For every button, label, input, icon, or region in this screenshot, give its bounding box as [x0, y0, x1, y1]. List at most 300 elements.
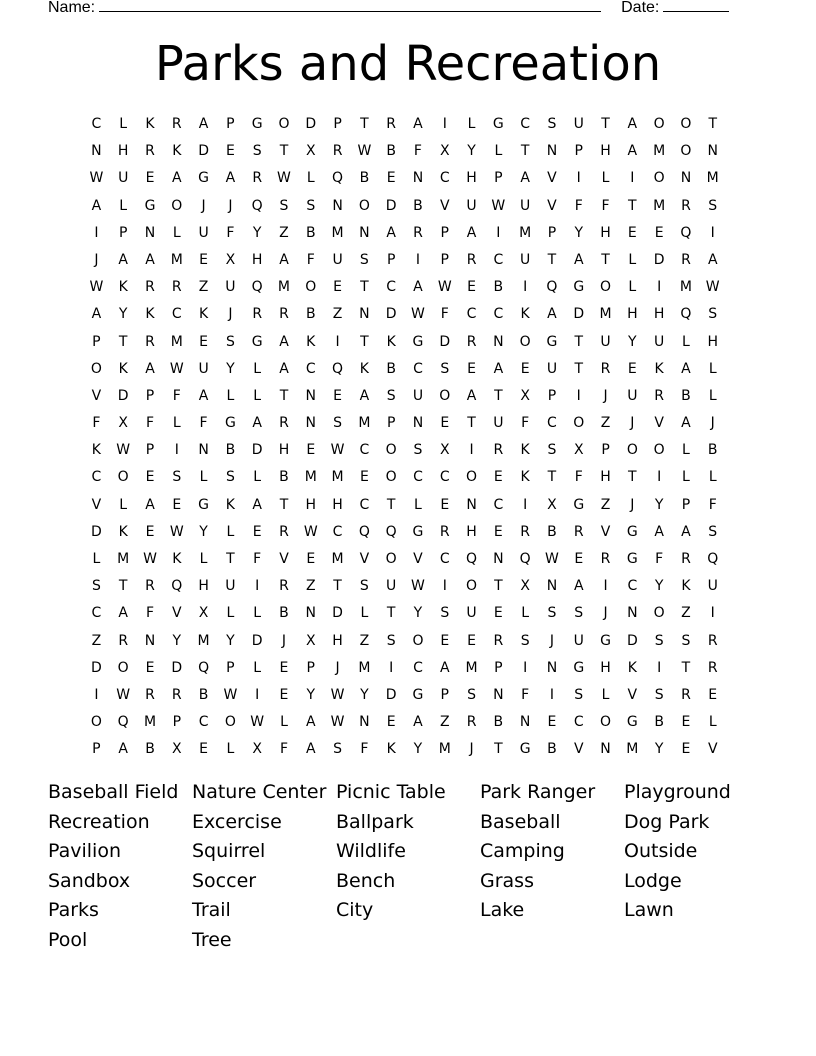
grid-letter[interactable]: P: [145, 442, 155, 459]
grid-letter[interactable]: G: [492, 116, 504, 132]
grid-letter[interactable]: O: [385, 442, 397, 459]
grid-letter[interactable]: H: [466, 523, 477, 540]
grid-letter[interactable]: H: [627, 306, 638, 323]
grid-letter[interactable]: D: [573, 306, 585, 323]
grid-letter[interactable]: E: [306, 551, 316, 567]
grid-letter[interactable]: T: [494, 741, 503, 758]
grid-letter[interactable]: P: [226, 659, 235, 676]
grid-letter[interactable]: R: [573, 523, 584, 540]
grid-letter[interactable]: L: [253, 387, 262, 404]
grid-letter[interactable]: I: [496, 224, 501, 241]
grid-letter[interactable]: S: [654, 632, 664, 649]
grid-letter[interactable]: E: [279, 659, 289, 676]
grid-letter[interactable]: R: [413, 224, 423, 241]
grid-letter[interactable]: C: [413, 360, 423, 377]
grid-letter[interactable]: K: [386, 741, 396, 758]
grid-letter[interactable]: R: [520, 523, 531, 540]
grid-letter[interactable]: K: [654, 360, 664, 377]
grid-letter[interactable]: R: [439, 523, 450, 540]
grid-letter[interactable]: X: [520, 387, 530, 404]
grid-letter[interactable]: S: [574, 605, 584, 622]
grid-letter[interactable]: F: [172, 387, 181, 404]
grid-letter[interactable]: J: [469, 741, 474, 758]
grid-letter[interactable]: E: [520, 360, 530, 377]
grid-letter[interactable]: L: [119, 116, 128, 132]
grid-letter[interactable]: B: [413, 197, 423, 214]
grid-letter[interactable]: N: [493, 333, 504, 350]
grid-letter[interactable]: W: [223, 686, 238, 703]
grid-letter[interactable]: V: [91, 387, 102, 404]
grid-letter[interactable]: I: [657, 469, 662, 486]
grid-letter[interactable]: A: [413, 279, 423, 296]
grid-letter[interactable]: Y: [413, 605, 423, 622]
grid-letter[interactable]: R: [145, 333, 155, 350]
grid-letter[interactable]: X: [520, 578, 530, 595]
grid-letter[interactable]: D: [171, 659, 183, 676]
grid-letter[interactable]: W: [116, 686, 131, 703]
grid-letter[interactable]: F: [279, 741, 288, 758]
grid-letter[interactable]: A: [279, 333, 289, 350]
grid-letter[interactable]: O: [653, 605, 665, 622]
grid-letter[interactable]: I: [469, 442, 474, 459]
grid-letter[interactable]: Y: [654, 741, 664, 758]
grid-letter[interactable]: H: [600, 659, 611, 676]
grid-letter[interactable]: J: [228, 197, 233, 214]
grid-letter[interactable]: B: [305, 224, 316, 241]
grid-letter[interactable]: Q: [466, 551, 478, 567]
grid-letter[interactable]: F: [145, 415, 155, 432]
grid-letter[interactable]: N: [412, 170, 424, 187]
grid-letter[interactable]: N: [546, 659, 558, 676]
grid-letter[interactable]: W: [411, 306, 425, 323]
grid-letter[interactable]: A: [573, 251, 584, 268]
grid-letter[interactable]: Z: [600, 415, 611, 432]
grid-letter[interactable]: A: [627, 116, 638, 132]
grid-letter[interactable]: B: [359, 170, 370, 187]
grid-letter[interactable]: T: [360, 279, 369, 296]
grid-letter[interactable]: Y: [574, 224, 584, 241]
grid-letter[interactable]: O: [653, 170, 665, 187]
grid-letter[interactable]: N: [332, 197, 343, 214]
grid-letter[interactable]: N: [305, 605, 317, 622]
grid-letter[interactable]: R: [707, 632, 718, 649]
grid-letter[interactable]: Q: [198, 659, 210, 676]
grid-letter[interactable]: S: [708, 306, 718, 323]
grid-letter[interactable]: E: [467, 279, 476, 296]
grid-letter[interactable]: T: [333, 578, 342, 595]
grid-letter[interactable]: G: [573, 279, 585, 296]
grid-letter[interactable]: O: [653, 442, 665, 459]
grid-letter[interactable]: A: [252, 496, 262, 513]
grid-letter[interactable]: L: [628, 251, 637, 268]
grid-letter[interactable]: C: [439, 551, 450, 567]
grid-letter[interactable]: V: [573, 741, 584, 758]
grid-letter[interactable]: B: [386, 143, 396, 160]
grid-letter[interactable]: N: [91, 143, 102, 160]
grid-letter[interactable]: U: [520, 251, 531, 268]
grid-letter[interactable]: T: [547, 251, 557, 268]
grid-letter[interactable]: I: [603, 578, 608, 595]
grid-letter[interactable]: I: [415, 251, 421, 268]
grid-letter[interactable]: G: [198, 170, 210, 187]
grid-letter[interactable]: Z: [279, 224, 289, 241]
grid-letter[interactable]: E: [306, 442, 316, 459]
grid-letter[interactable]: F: [92, 415, 101, 432]
grid-letter[interactable]: U: [198, 224, 209, 241]
grid-letter[interactable]: O: [278, 116, 290, 132]
grid-letter[interactable]: S: [386, 387, 396, 404]
grid-letter[interactable]: E: [708, 686, 718, 703]
grid-letter[interactable]: I: [523, 659, 528, 676]
grid-letter[interactable]: M: [626, 741, 639, 758]
grid-letter[interactable]: T: [360, 333, 369, 350]
grid-letter[interactable]: A: [573, 578, 584, 595]
grid-letter[interactable]: P: [306, 659, 315, 676]
grid-letter[interactable]: U: [573, 116, 584, 132]
grid-letter[interactable]: C: [305, 360, 316, 377]
grid-letter[interactable]: N: [359, 224, 370, 241]
grid-letter[interactable]: Q: [332, 170, 344, 187]
grid-letter[interactable]: T: [386, 496, 396, 513]
grid-letter[interactable]: Y: [118, 306, 128, 323]
grid-letter[interactable]: S: [252, 143, 262, 160]
grid-letter[interactable]: E: [145, 469, 155, 486]
grid-letter[interactable]: W: [303, 523, 318, 540]
grid-letter[interactable]: M: [331, 469, 344, 486]
grid-letter[interactable]: T: [118, 578, 128, 595]
grid-letter[interactable]: I: [442, 578, 447, 595]
grid-letter[interactable]: L: [414, 496, 422, 513]
grid-letter[interactable]: C: [439, 170, 450, 187]
grid-letter[interactable]: M: [331, 224, 344, 241]
grid-letter[interactable]: N: [359, 714, 370, 731]
grid-letter[interactable]: L: [601, 686, 610, 703]
grid-letter[interactable]: K: [118, 360, 128, 377]
grid-letter[interactable]: O: [385, 551, 397, 567]
grid-letter[interactable]: G: [198, 496, 210, 513]
grid-letter[interactable]: L: [280, 714, 288, 731]
grid-letter[interactable]: R: [707, 659, 718, 676]
grid-letter[interactable]: M: [465, 659, 478, 676]
grid-letter[interactable]: W: [330, 714, 345, 731]
grid-letter[interactable]: M: [197, 632, 210, 649]
grid-letter[interactable]: B: [654, 714, 664, 731]
grid-letter[interactable]: C: [413, 659, 423, 676]
grid-letter[interactable]: Q: [385, 523, 397, 540]
grid-letter[interactable]: W: [143, 551, 157, 567]
grid-letter[interactable]: Z: [305, 578, 316, 595]
grid-letter[interactable]: V: [707, 741, 718, 758]
grid-letter[interactable]: X: [305, 143, 316, 160]
grid-letter[interactable]: F: [226, 224, 235, 241]
grid-letter[interactable]: M: [599, 306, 612, 323]
grid-letter[interactable]: D: [385, 197, 397, 214]
grid-letter[interactable]: A: [305, 741, 316, 758]
grid-letter[interactable]: W: [491, 197, 506, 214]
grid-letter[interactable]: Q: [519, 551, 531, 567]
grid-letter[interactable]: T: [574, 360, 584, 377]
grid-letter[interactable]: E: [386, 714, 396, 731]
grid-letter[interactable]: E: [199, 741, 209, 758]
grid-letter[interactable]: A: [439, 659, 450, 676]
grid-letter[interactable]: M: [706, 170, 719, 187]
grid-letter[interactable]: U: [412, 387, 424, 404]
grid-letter[interactable]: G: [626, 551, 638, 567]
grid-letter[interactable]: R: [252, 170, 263, 187]
grid-letter[interactable]: W: [277, 170, 291, 187]
grid-letter[interactable]: U: [386, 578, 397, 595]
grid-letter[interactable]: T: [547, 469, 557, 486]
grid-letter[interactable]: E: [145, 523, 155, 540]
grid-letter[interactable]: B: [279, 469, 289, 486]
grid-letter[interactable]: U: [466, 197, 477, 214]
grid-letter[interactable]: K: [145, 306, 155, 323]
grid-letter[interactable]: T: [386, 605, 396, 622]
grid-letter[interactable]: Y: [654, 578, 664, 595]
grid-letter[interactable]: A: [198, 116, 209, 132]
grid-letter[interactable]: T: [601, 251, 610, 268]
grid-letter[interactable]: I: [255, 578, 260, 595]
grid-letter[interactable]: A: [627, 143, 638, 160]
grid-letter[interactable]: R: [466, 714, 477, 731]
grid-letter[interactable]: R: [279, 306, 289, 323]
grid-letter[interactable]: F: [145, 605, 155, 622]
grid-letter[interactable]: N: [627, 605, 638, 622]
grid-letter[interactable]: Y: [226, 360, 235, 377]
grid-letter[interactable]: P: [601, 442, 610, 459]
grid-letter[interactable]: T: [520, 143, 530, 160]
grid-letter[interactable]: M: [358, 659, 371, 676]
grid-letter[interactable]: T: [279, 496, 289, 513]
grid-letter[interactable]: B: [493, 279, 504, 296]
grid-letter[interactable]: P: [494, 659, 503, 676]
grid-letter[interactable]: G: [144, 197, 156, 214]
grid-letter[interactable]: U: [118, 170, 129, 187]
grid-letter[interactable]: R: [466, 251, 477, 268]
grid-letter[interactable]: A: [91, 197, 102, 214]
grid-letter[interactable]: P: [547, 224, 557, 241]
grid-letter[interactable]: R: [493, 632, 504, 649]
grid-letter[interactable]: K: [627, 659, 637, 676]
grid-letter[interactable]: H: [332, 632, 343, 649]
grid-letter[interactable]: C: [547, 415, 557, 432]
grid-letter[interactable]: B: [198, 686, 209, 703]
grid-letter[interactable]: I: [657, 279, 662, 296]
grid-letter[interactable]: P: [386, 251, 396, 268]
grid-letter[interactable]: A: [305, 714, 316, 731]
grid-letter[interactable]: Y: [467, 143, 476, 160]
grid-letter[interactable]: I: [335, 333, 340, 350]
grid-letter[interactable]: T: [628, 469, 637, 486]
grid-letter[interactable]: L: [708, 469, 717, 486]
grid-letter[interactable]: D: [385, 306, 397, 323]
grid-letter[interactable]: E: [199, 333, 209, 350]
grid-letter[interactable]: I: [549, 686, 555, 703]
grid-letter[interactable]: V: [91, 496, 102, 513]
grid-letter[interactable]: C: [386, 279, 397, 296]
grid-letter[interactable]: S: [547, 442, 557, 459]
grid-letter[interactable]: T: [118, 333, 128, 350]
grid-letter[interactable]: S: [547, 605, 557, 622]
grid-letter[interactable]: E: [279, 686, 289, 703]
grid-letter[interactable]: A: [91, 306, 102, 323]
grid-letter[interactable]: M: [117, 551, 130, 567]
grid-letter[interactable]: F: [306, 251, 315, 268]
grid-letter[interactable]: A: [466, 224, 477, 241]
grid-letter[interactable]: C: [91, 116, 102, 132]
grid-letter[interactable]: T: [494, 387, 503, 404]
grid-letter[interactable]: J: [281, 632, 287, 649]
grid-letter[interactable]: I: [657, 659, 662, 676]
grid-letter[interactable]: T: [574, 333, 584, 350]
grid-letter[interactable]: H: [600, 469, 611, 486]
grid-letter[interactable]: P: [226, 116, 235, 132]
grid-letter[interactable]: U: [627, 387, 638, 404]
grid-letter[interactable]: E: [681, 714, 691, 731]
grid-letter[interactable]: A: [654, 523, 664, 540]
grid-letter[interactable]: L: [226, 605, 235, 622]
grid-letter[interactable]: R: [654, 387, 664, 404]
grid-letter[interactable]: C: [493, 306, 504, 323]
grid-letter[interactable]: K: [520, 442, 530, 459]
grid-letter[interactable]: J: [94, 251, 99, 268]
grid-letter[interactable]: I: [576, 170, 581, 187]
grid-letter[interactable]: G: [412, 686, 424, 703]
grid-letter[interactable]: Y: [413, 741, 423, 758]
grid-letter[interactable]: C: [171, 306, 182, 323]
grid-letter[interactable]: H: [653, 306, 665, 323]
grid-letter[interactable]: O: [573, 415, 585, 432]
grid-letter[interactable]: P: [547, 387, 557, 404]
grid-letter[interactable]: T: [494, 578, 503, 595]
grid-letter[interactable]: I: [576, 387, 581, 404]
grid-letter[interactable]: K: [118, 279, 128, 296]
grid-letter[interactable]: B: [547, 523, 557, 540]
grid-letter[interactable]: N: [493, 551, 504, 567]
grid-letter[interactable]: N: [519, 714, 531, 731]
grid-letter[interactable]: Q: [332, 360, 344, 377]
grid-letter[interactable]: Q: [358, 523, 370, 540]
grid-letter[interactable]: R: [252, 306, 263, 323]
grid-letter[interactable]: R: [681, 686, 691, 703]
grid-letter[interactable]: L: [682, 333, 690, 350]
grid-letter[interactable]: J: [201, 197, 206, 214]
grid-letter[interactable]: R: [145, 686, 155, 703]
grid-letter[interactable]: A: [118, 251, 128, 268]
grid-letter[interactable]: E: [145, 170, 155, 187]
grid-letter[interactable]: M: [277, 279, 291, 296]
grid-letter[interactable]: U: [707, 578, 718, 595]
grid-letter[interactable]: R: [681, 197, 691, 214]
grid-letter[interactable]: E: [225, 143, 235, 160]
grid-letter[interactable]: D: [251, 632, 263, 649]
grid-letter[interactable]: R: [493, 442, 504, 459]
grid-letter[interactable]: A: [172, 170, 182, 187]
grid-letter[interactable]: L: [253, 469, 262, 486]
grid-letter[interactable]: T: [681, 659, 691, 676]
grid-letter[interactable]: N: [144, 632, 156, 649]
grid-letter[interactable]: A: [413, 714, 423, 731]
grid-letter[interactable]: B: [305, 306, 316, 323]
grid-letter[interactable]: A: [145, 251, 155, 268]
grid-letter[interactable]: S: [386, 632, 396, 649]
grid-letter[interactable]: E: [440, 632, 450, 649]
grid-letter[interactable]: F: [360, 741, 369, 758]
grid-letter[interactable]: L: [199, 469, 208, 486]
grid-letter[interactable]: W: [330, 686, 345, 703]
grid-letter[interactable]: Q: [171, 578, 183, 595]
grid-letter[interactable]: Y: [306, 686, 316, 703]
grid-letter[interactable]: M: [331, 551, 344, 567]
grid-letter[interactable]: W: [89, 170, 104, 187]
grid-letter[interactable]: O: [385, 469, 397, 486]
grid-letter[interactable]: C: [198, 714, 209, 731]
grid-letter[interactable]: F: [655, 551, 664, 567]
grid-letter[interactable]: C: [359, 496, 370, 513]
grid-letter[interactable]: U: [600, 333, 611, 350]
grid-letter[interactable]: R: [681, 551, 691, 567]
grid-letter[interactable]: B: [145, 741, 155, 758]
grid-letter[interactable]: Z: [439, 714, 450, 731]
grid-letter[interactable]: J: [630, 496, 635, 513]
grid-letter[interactable]: L: [682, 469, 690, 486]
grid-letter[interactable]: Y: [252, 224, 262, 241]
grid-letter[interactable]: E: [252, 523, 262, 540]
grid-letter[interactable]: G: [546, 333, 558, 350]
grid-letter[interactable]: S: [359, 251, 369, 268]
grid-letter[interactable]: P: [440, 224, 449, 241]
grid-letter[interactable]: F: [440, 306, 449, 323]
grid-letter[interactable]: J: [335, 659, 340, 676]
grid-letter[interactable]: S: [413, 442, 423, 459]
grid-letter[interactable]: S: [172, 469, 182, 486]
grid-letter[interactable]: E: [145, 659, 155, 676]
grid-letter[interactable]: O: [117, 469, 129, 486]
grid-letter[interactable]: S: [547, 116, 557, 132]
grid-letter[interactable]: W: [116, 442, 131, 459]
grid-letter[interactable]: H: [466, 170, 477, 187]
grid-letter[interactable]: K: [386, 333, 396, 350]
grid-letter[interactable]: P: [92, 333, 101, 350]
grid-letter[interactable]: E: [681, 741, 691, 758]
grid-letter[interactable]: N: [707, 143, 718, 160]
grid-letter[interactable]: O: [358, 197, 370, 214]
grid-letter[interactable]: P: [574, 143, 583, 160]
grid-letter[interactable]: D: [91, 659, 102, 676]
grid-letter[interactable]: L: [92, 551, 101, 567]
grid-letter[interactable]: U: [198, 360, 209, 377]
grid-letter[interactable]: H: [332, 496, 343, 513]
grid-letter[interactable]: K: [172, 551, 182, 567]
grid-letter[interactable]: A: [279, 251, 289, 268]
grid-letter[interactable]: J: [228, 306, 233, 323]
grid-letter[interactable]: R: [600, 360, 611, 377]
grid-letter[interactable]: X: [118, 415, 128, 432]
grid-letter[interactable]: L: [199, 551, 208, 567]
grid-letter[interactable]: F: [601, 197, 610, 214]
grid-letter[interactable]: A: [681, 523, 691, 540]
grid-letter[interactable]: A: [279, 360, 289, 377]
grid-letter[interactable]: Z: [198, 279, 209, 296]
grid-letter[interactable]: V: [279, 551, 289, 567]
grid-letter[interactable]: K: [198, 306, 209, 323]
grid-letter[interactable]: W: [411, 578, 425, 595]
grid-letter[interactable]: W: [169, 360, 184, 377]
grid-letter[interactable]: O: [171, 197, 183, 214]
grid-letter[interactable]: C: [573, 714, 584, 731]
grid-letter[interactable]: Y: [360, 686, 369, 703]
grid-letter[interactable]: T: [279, 387, 289, 404]
